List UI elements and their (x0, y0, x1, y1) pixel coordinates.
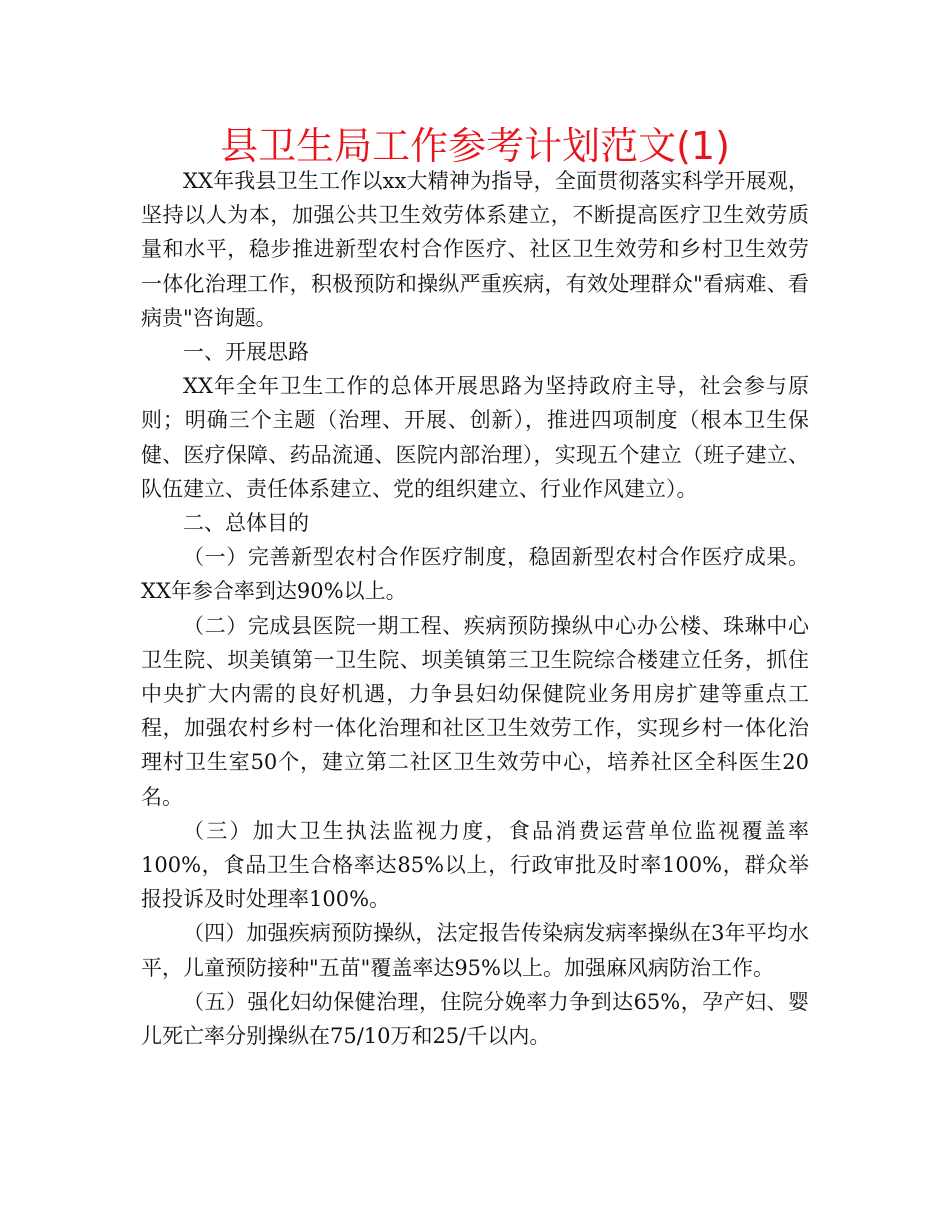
document-title: 县卫生局工作参考计划范文(1) (220, 124, 730, 168)
document-body (141, 164, 809, 1053)
paragraph-goal-5: （五）强化妇幼保健治理，住院分娩率力争到达65%，孕产妇、婴儿死亡率分别操纵在75/10万和25/千以内。 (141, 989, 809, 1049)
paragraph-goal-2: （二）完成县医院一期工程、疾病预防操纵中心办公楼、珠琳中心卫生院、坝美镇第一卫生院、坝美镇第三卫生院综合楼建立任务，抓住中央扩大内需的良好机遇，力争县妇幼保健院业务用房扩建等重点工程，加强农村乡村一体化治理和社区卫生效劳工作，实现乡村一体化治理村卫生室50个，建立第二社区卫生效劳中心，培养社区全科医生20名。 (141, 613, 809, 809)
section-heading-goals: 二、总体目的 (183, 511, 309, 536)
section-heading-approach: 一、开展思路 (183, 340, 309, 365)
paragraph-goal-3: （三）加大卫生执法监视力度，食品消费运营单位监视覆盖率100%，食品卫生合格率达85%以上，行政审批及时率100%，群众举报投诉及时处理率100%。 (141, 818, 809, 912)
paragraph-goal-1: （一）完善新型农村合作医疗制度，稳固新型农村合作医疗成果。XX年参合率到达90%以上。 (141, 545, 809, 604)
paragraph-intro: XX年我县卫生工作以xx大精神为指导，全面贯彻落实科学开展观，坚持以人为本，加强公共卫生效劳体系建立，不断提高医疗卫生效劳质量和水平，稳步推进新型农村合作医疗、社区卫生效劳和乡村卫生效劳一体化治理工作，积极预防和操纵严重疾病，有效处理群众"看病难、看病贵"咨询题。 (141, 169, 809, 330)
paragraph-goal-4: （四）加强疾病预防操纵，法定报告传染病发病率操纵在3年平均水平，儿童预防接种"五苗"覆盖率达95%以上。加强麻风病防治工作。 (141, 921, 809, 980)
paragraph-approach: XX年全年卫生工作的总体开展思路为坚持政府主导，社会参与原则；明确三个主题（治理、开展、创新），推进四项制度（根本卫生保健、医疗保障、药品流通、医院内部治理），实现五个建立（班子建立、队伍建立、责任体系建立、党的组织建立、行业作风建立）。 (141, 374, 809, 501)
